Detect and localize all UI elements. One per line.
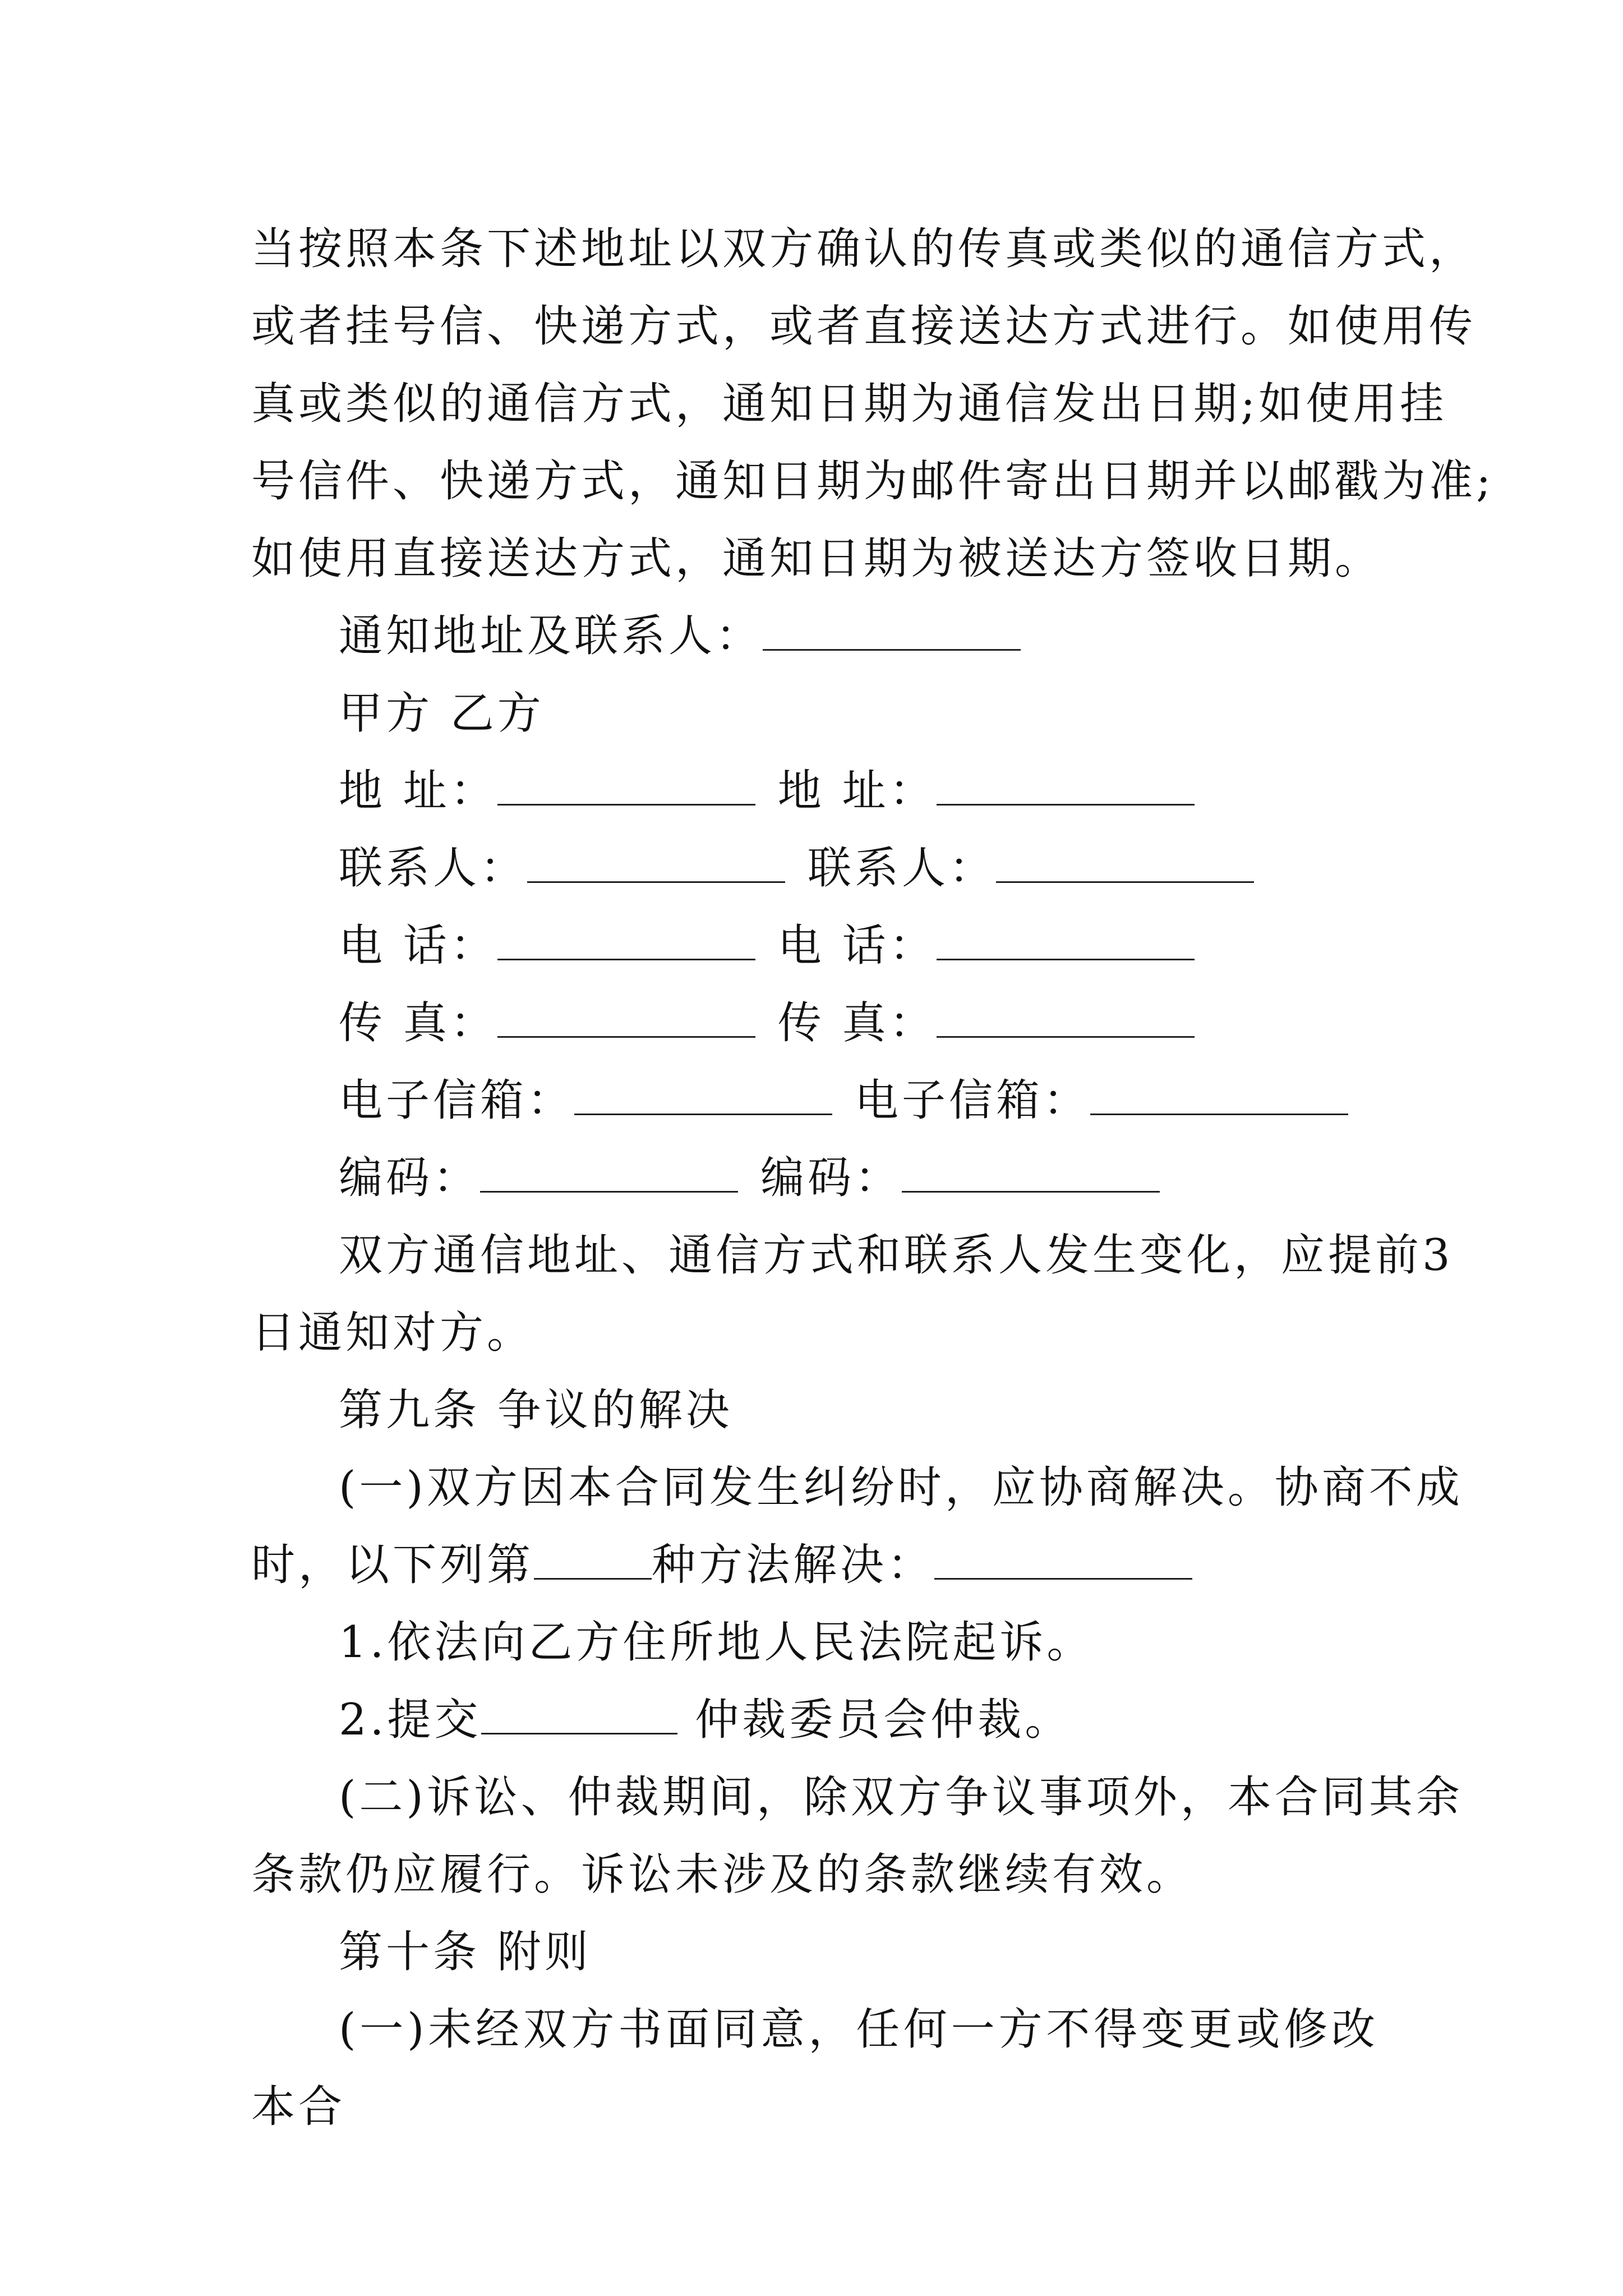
- text-line: [251, 1526, 1378, 1604]
- party-a-code-label: 编码：: [339, 1153, 481, 1203]
- party-b-contact-label: 联系人：: [808, 843, 997, 894]
- phone-row: [251, 907, 1378, 984]
- text-line: 双方通信地址、通信方式和联系人发生变化，应提前3: [339, 1230, 1454, 1281]
- article-9-clause-2: [251, 1759, 1463, 1913]
- email-row: [251, 1062, 1378, 1139]
- text-line: (一)双方因本合同发生纠纷时，应协商解决。协商不成: [339, 1462, 1463, 1513]
- option-text: 仲裁委员会仲裁。: [677, 1695, 1072, 1745]
- notice-address-blank: [763, 615, 1021, 651]
- party-b-address-blank: [937, 770, 1195, 806]
- notice-address-line: [251, 597, 1378, 675]
- clause-text: 种方法解决：: [652, 1540, 935, 1590]
- party-a-email-blank: [574, 1080, 832, 1115]
- option-text: 2.提交: [339, 1695, 482, 1745]
- party-b-email-label: 电子信箱：: [855, 1075, 1091, 1126]
- party-a-address-label: 地 址：: [339, 766, 497, 816]
- party-b-phone-label: 电 话：: [777, 921, 937, 971]
- party-b-code-blank: [902, 1157, 1160, 1193]
- method-choice-blank: [934, 1544, 1192, 1580]
- code-row: [251, 1139, 1378, 1217]
- article-10-clause-1: (一)未经双方书面同意，任何一方不得变更或修改本合: [251, 2004, 1378, 2132]
- party-b-phone-blank: [937, 925, 1195, 960]
- party-b-fax-blank: [937, 1002, 1195, 1038]
- party-b-fax-label: 传 真：: [777, 998, 937, 1048]
- text-line: 或者挂号信、快递方式，或者直接送达方式进行。如使用传: [251, 301, 1477, 352]
- party-b-contact-blank: [996, 848, 1254, 883]
- article-9-option-2: [251, 1681, 1378, 1759]
- address-row: [251, 752, 1378, 830]
- text-line: 真或类似的通信方式，通知日期为通信发出日期;如使用挂: [251, 379, 1447, 429]
- party-a-address-blank: [497, 770, 755, 806]
- party-a-fax-label: 传 真：: [339, 998, 497, 1048]
- party-b-address-label: 地 址：: [777, 766, 937, 816]
- party-a-code-blank: [480, 1157, 738, 1193]
- clause-text: 时，以下列第: [251, 1540, 534, 1590]
- article-9-title: 第九条 争议的解决: [339, 1385, 733, 1435]
- party-a-phone-label: 电 话：: [339, 921, 497, 971]
- article-10-title: 第十条 附则: [339, 1927, 592, 1977]
- contact-row: [251, 830, 1378, 907]
- notice-address-label: 通知地址及联系人：: [339, 611, 763, 661]
- text-line: (二)诉讼、仲裁期间，除双方争议事项外，本合同其余: [339, 1772, 1463, 1823]
- party-a-contact-blank: [527, 848, 785, 883]
- party-b-code-label: 编码：: [760, 1153, 902, 1203]
- party-b-email-blank: [1090, 1080, 1348, 1115]
- arbitration-committee-blank: [481, 1699, 677, 1734]
- document-body: [251, 210, 1495, 2146]
- party-a-phone-blank: [497, 925, 755, 960]
- fax-row: [251, 984, 1378, 1062]
- party-a-fax-blank: [497, 1002, 755, 1038]
- article-9-option-1: 1.依法向乙方住所地人民法院起诉。: [339, 1617, 1094, 1668]
- text-line: 当按照本条下述地址以双方确认的传真或类似的通信方式，: [251, 224, 1477, 274]
- party-header: 甲方 乙方: [339, 688, 545, 739]
- method-number-blank: [534, 1544, 652, 1580]
- text-line: 日通知对方。: [251, 1308, 534, 1358]
- article-9-clause-1: [251, 1449, 1463, 1604]
- change-notice-paragraph: [251, 1217, 1454, 1372]
- party-a-contact-label: 联系人：: [339, 843, 528, 894]
- text-line: 号信件、快递方式，通知日期为邮件寄出日期并以邮戳为准;: [251, 456, 1495, 507]
- party-a-email-label: 电子信箱：: [339, 1075, 575, 1126]
- text-line: 条款仍应履行。诉讼未涉及的条款继续有效。: [251, 1849, 1194, 1900]
- text-line: 如使用直接送达方式，通知日期为被送达方签收日期。: [251, 533, 1382, 584]
- notice-method-paragraph: [251, 210, 1495, 597]
